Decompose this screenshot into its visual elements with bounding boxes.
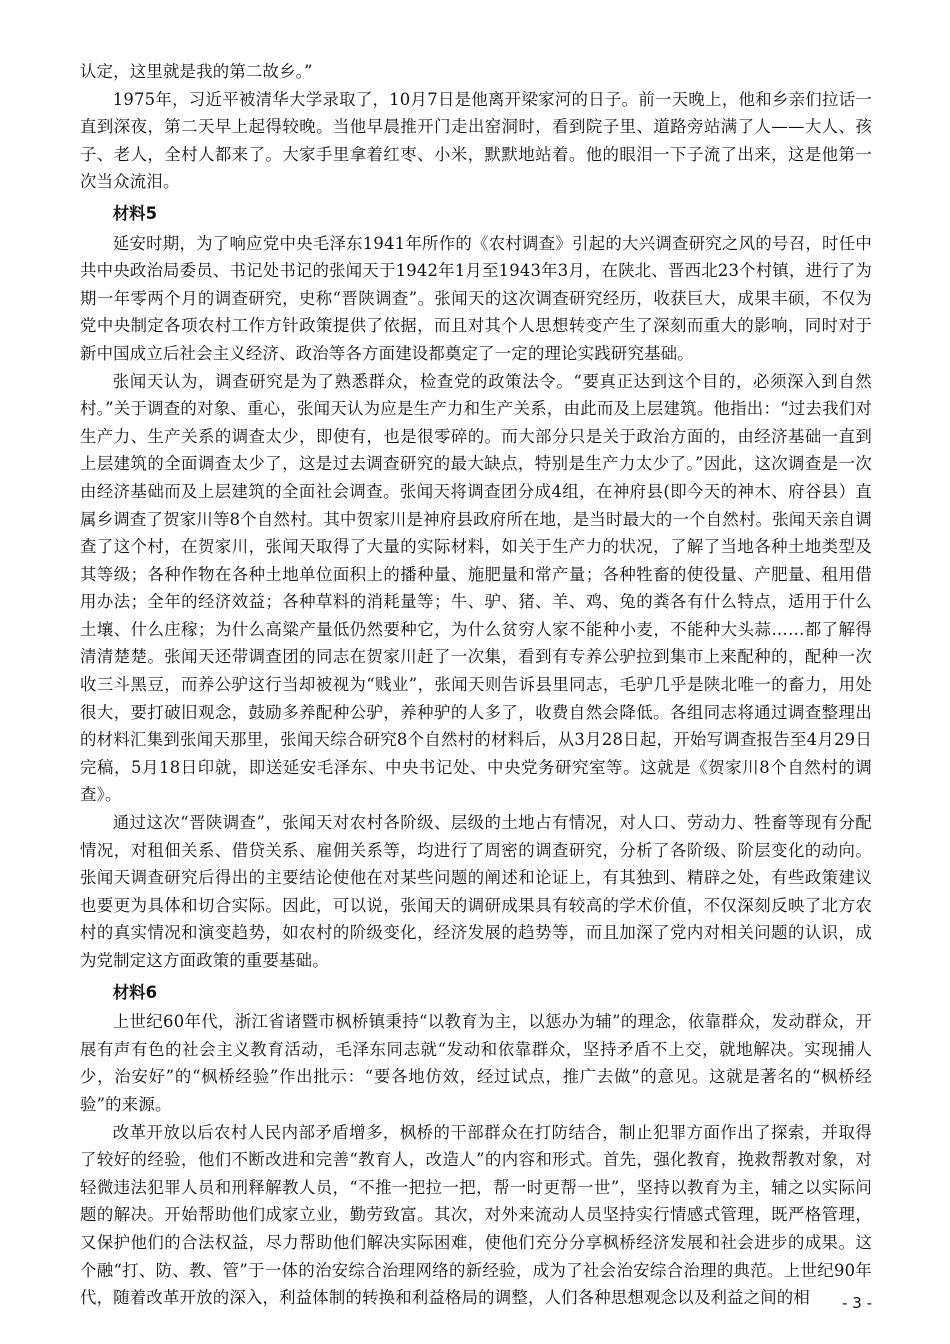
page-number: - 3 - xyxy=(842,1294,872,1312)
paragraph-continuation: 认定，这里就是我的第二故乡。” xyxy=(80,62,313,81)
material-5-paragraph-3: 通过这次“晋陕调查”，张闻天对农村各阶级、层级的土地占有情况，对人口、劳动力、牲畜等现有分配情况，对租佃关系、借贷关系、雇佣关系等，均进行了周密的调查研究，分析了各阶级、阶层变化的动向。张闻天调查研究后得出的主要结论使他在对某些问题的阐述和论证上，有其独到、精辟之处，有些政策建议也要更为具体和切合实际。因此，可以说，张闻天的调研成果具有较高的学术价值，不仅深刻反映了北方农村的真实情况和演变趋势，如农村的阶级变化，经济发展的趋势等，而且加深了党内对相关问题的认识，成为党制定这方面政策的重要基础。 xyxy=(80,813,872,970)
document-body xyxy=(80,58,872,1312)
material-6-paragraph-2: 改革开放以后农村人民内部矛盾增多，枫桥的干部群众在打防结合，制止犯罪方面作出了探索，并取得了较好的经验，他们不断改进和完善“教育人，改造人”的内容和形式。首先，强化教育，挽救帮教对象，对轻微违法犯罪人员和刑释解教人员，“不推一把拉一把，帮一时更帮一世”，坚持以教育为主，辅之以实际问题的解决。开始帮助他们成家立业，勤劳致富。其次，对外来流动人员坚持实行情感式管理，既严格管理，又保护他们的合法权益，尽力帮助他们解决实际困难，使他们充分分享枫桥经济发展和社会进步的成果。这个融“打、防、教、管”于一体的治安综合治理网络的新经验，成为了社会治安综合治理的典范。上世纪90年代，随着改革开放的深入，利益体制的转换和利益格局的调整，人们各种思想观念以及利益之间的相 xyxy=(80,1122,872,1308)
material-5-paragraph-2: 张闻天认为，调查研究是为了熟悉群众，检查党的政策法令。“要真正达到这个目的，必须深入到自然村。”关于调查的对象、重心，张闻天认为应是生产力和生产关系，由此而及上层建筑。他指出：“过去我们对生产力、生产关系的调查太少，即使有，也是很零碎的。而大部分只是关于政治方面的，由经济基础一直到上层建筑的全面调查太少了，这是过去调查研究的最大缺点，特别是生产力太少了。”因此，这次调查是一次由经济基础而及上层建筑的全面社会调查。张闻天将调查团分成4组，在神府县(即今天的神木、府谷县）直属乡调查了贺家川等8个自然村。其中贺家川是神府县政府所在地，是当时最大的一个自然村。张闻天亲自调查了这个村，在贺家川，张闻天取得了大量的实际材料，如关于生产力的状况，了解了当地各种土地类型及其等级；各种作物在各种土地单位面积上的播种量、施肥量和常产量；各种牲畜的使役量、产肥量、租用借用办法；全年的经济效益；各种草料的消耗量等；牛、驴、猪、羊、鸡、兔的粪各有什么特点，适用于什么土壤、什么庄稼；为什么高粱产量低仍然要种它，为什么贫穷人家不能种小麦，不能种大头蒜……都了解得清清楚楚。张闻天还带调查团的同志在贺家川赶了一次集，看到有专养公驴拉到集市上来配种的，配种一次收三斗黑豆，而养公驴这行当却被视为“贱业”，张闻天则告诉县里同志，毛驴几乎是陕北唯一的畜力，用处很大，要打破旧观念，鼓励多养配种公驴，养种驴的人多了，收费自然会降低。各组同志将通过调查整理出的材料汇集到张闻天那里，张闻天综合研究8个自然村的材料后，从3月28日起，开始写调查报告至4月29日完稿，5月18日印就，即送延安毛泽东、中央书记处、中央党务研究室等。这就是《贺家川8个自然村的调查》。 xyxy=(80,371,872,805)
material-5-paragraph-1: 延安时期，为了响应党中央毛泽东1941年所作的《农村调查》引起的大兴调查研究之风的号召，时任中共中央政治局委员、书记处书记的张闻天于1942年1月至1943年3月，在陕北、晋西北23个村镇，进行了为期一年零两个月的调查研究，史称“晋陕调查”。张闻天的这次调查研究经历，收获巨大，成果丰硕，不仅为党中央制定各项农村工作方针政策提供了依据，而且对其个人思想转变产生了深刻而重大的影响，同时对于新中国成立后社会主义经济、政治等各方面建设都奠定了一定的理论实践研究基础。 xyxy=(80,233,872,363)
material-6-paragraph-1: 上世纪60年代，浙江省诸暨市枫桥镇秉持“以教育为主，以惩办为辅”的理念，依靠群众，发动群众，开展有声有色的社会主义教育活动，毛泽东同志就“发动和依靠群众，坚持矛盾不上交，就地解决。实现捕人少，治安好”的“枫桥经验”作出批示：“要各地仿效，经过试点，推广去做”的意见。这就是著名的“枫桥经验”的来源。 xyxy=(80,1012,872,1114)
material-5-heading: 材料5 xyxy=(112,203,157,223)
paragraph-1975: 1975年，习近平被清华大学录取了，10月7日是他离开梁家河的日子。前一天晚上，他和乡亲们拉话一直到深夜，第二天早上起得较晚。当他早晨推开门走出窑洞时，看到院子里、道路旁站满了人——大人、孩子、老人，全村人都来了。大家手里拿着红枣、小米，默默地站着。他的眼泪一下子流了出来，这是他第一次当众流泪。 xyxy=(80,89,872,192)
material-6-heading: 材料6 xyxy=(112,982,157,1002)
